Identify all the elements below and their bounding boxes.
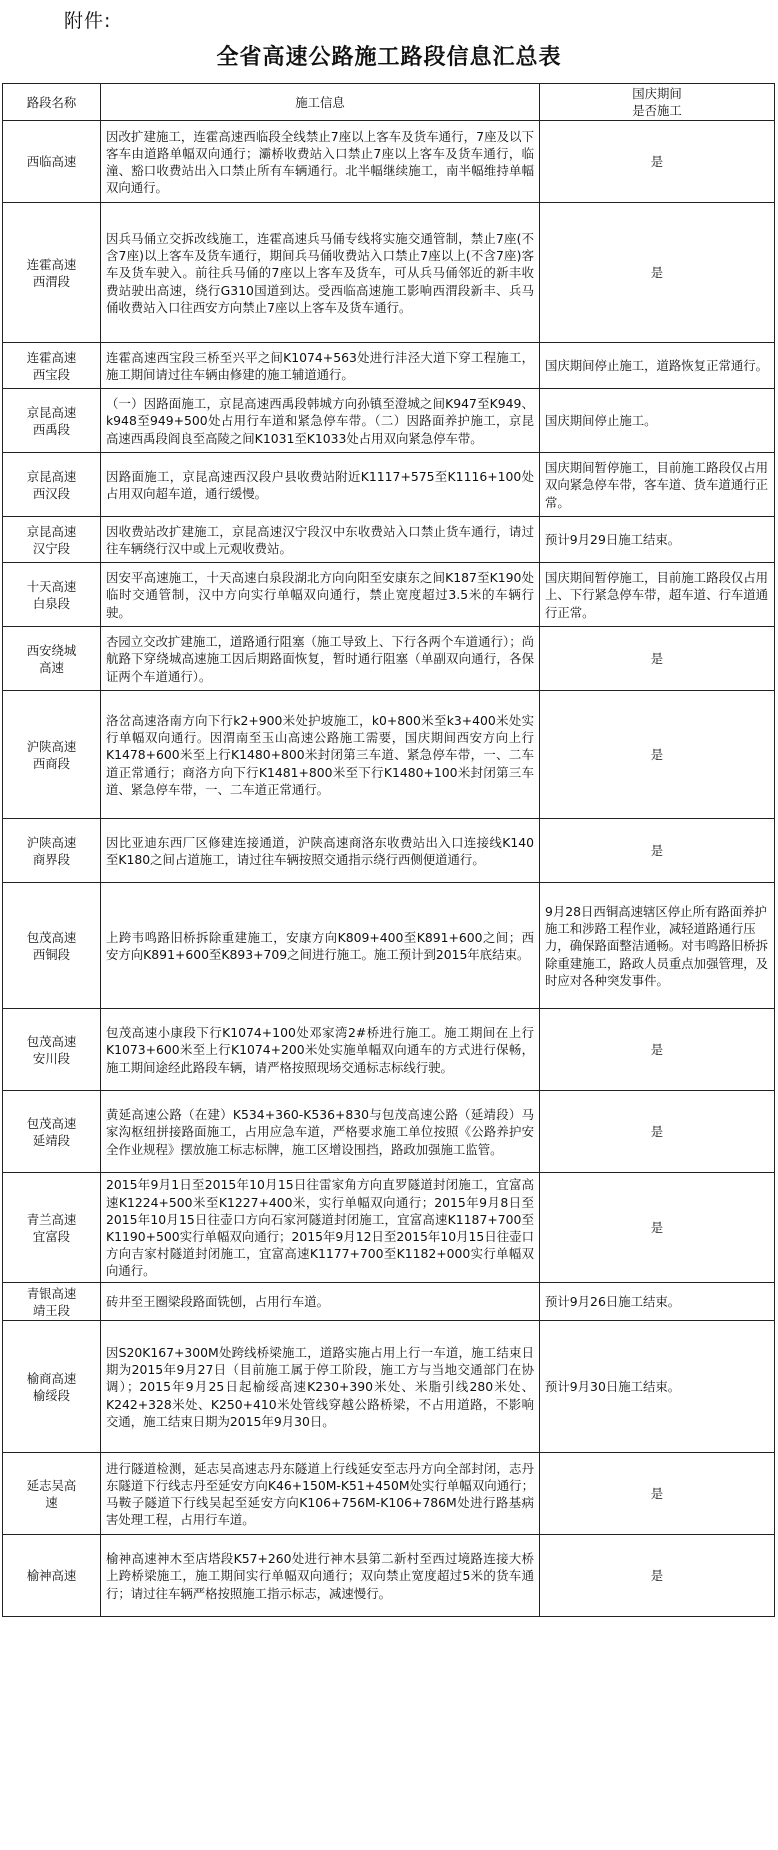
road-name-cell xyxy=(3,691,101,819)
road-name-line: 西宝段 xyxy=(32,366,71,382)
road-name-line: 京昆高速 xyxy=(26,404,77,420)
road-name-line: 靖王段 xyxy=(32,1302,71,1318)
holiday-status-cell: 是 xyxy=(540,1009,775,1091)
holiday-status-cell: 是 xyxy=(540,203,775,343)
road-name-line: 包茂高速 xyxy=(26,929,77,945)
road-name-line: 西临高速 xyxy=(26,154,77,170)
holiday-status-cell: 是 xyxy=(540,121,775,203)
table-row xyxy=(3,203,775,343)
holiday-status-cell: 国庆期间停止施工。 xyxy=(540,389,775,453)
table-row xyxy=(3,691,775,819)
construction-info-cell: 杏园立交改扩建施工，道路通行阻塞（施工导致上、下行各两个车道通行）；尚航路下穿绕城高速施工因后期路面恢复，暂时通行阻塞（单副双向通行，各保证两个车道通行）。 xyxy=(101,627,540,691)
holiday-status-cell: 国庆期间暂停施工，目前施工路段仅占用双向紧急停车带，客车道、货车道通行正常。 xyxy=(540,453,775,517)
road-name-line: 西铜段 xyxy=(32,946,71,962)
road-name-line: 宜富段 xyxy=(32,1228,71,1244)
table-row xyxy=(3,1321,775,1453)
road-name-cell xyxy=(3,203,101,343)
road-name-cell xyxy=(3,121,101,203)
holiday-status-cell: 是 xyxy=(540,1173,775,1283)
construction-info-cell: 连霍高速西宝段三桥至兴平之间K1074+563处进行沣泾大道下穿工程施工，施工期间请过往车辆由修建的施工辅道通行。 xyxy=(101,343,540,389)
road-name-line: 京昆高速 xyxy=(26,523,77,539)
road-name-line: 西商段 xyxy=(32,755,71,771)
road-name-line: 西安绕城 xyxy=(26,642,77,658)
road-name-line: 榆绥段 xyxy=(32,1387,71,1403)
construction-info-cell: 因安平高速施工，十天高速白泉段湖北方向向阳至安康东之间K187至K190处临时交通管制，汉中方向实行单幅双向通行，禁止宽度超过3.5米的车辆行驶。 xyxy=(101,563,540,627)
road-name-cell xyxy=(3,1091,101,1173)
road-name-line: 沪陕高速 xyxy=(26,834,77,850)
table-row xyxy=(3,1009,775,1091)
road-name-cell xyxy=(3,1321,101,1453)
table-row xyxy=(3,563,775,627)
road-name-line: 西禹段 xyxy=(32,421,71,437)
road-name-line: 汉宁段 xyxy=(32,540,71,556)
road-name-cell xyxy=(3,627,101,691)
road-name-cell xyxy=(3,819,101,883)
construction-info-cell: 洛岔高速洛南方向下行k2+900米处护坡施工，k0+800米至k3+400米处实行单幅双向通行。因渭南至玉山高速公路施工需要，国庆期间西安方向上行K1478+600米至上行K1480+800米封闭第三车道、紧急停车带，一、二车道正常通行；商洛方向下行K1481+800米至下行K1480+100米封闭第三车道、紧急停车带，一、二车道正常通行。 xyxy=(101,691,540,819)
road-name-line: 包茂高速 xyxy=(26,1033,77,1049)
holiday-status-cell: 预计9月30日施工结束。 xyxy=(540,1321,775,1453)
table-row xyxy=(3,1283,775,1321)
table-row xyxy=(3,389,775,453)
road-name-line: 延靖段 xyxy=(32,1132,71,1148)
road-name-cell xyxy=(3,1453,101,1535)
construction-info-cell: 黄延高速公路（在建）K534+360-K536+830与包茂高速公路（延靖段）马家沟枢纽拼接路面施工，占用应急车道，严格要求施工单位按照《公路养护安全作业规程》摆放施工标志标牌，施工区增设围挡，路政加强施工监管。 xyxy=(101,1091,540,1173)
road-name-line: 沪陕高速 xyxy=(26,738,77,754)
road-name-line: 延志吴高 xyxy=(26,1477,77,1493)
construction-info-cell: 因兵马俑立交拆改线施工，连霍高速兵马俑专线将实施交通管制，禁止7座(不含7座)以上客车及货车通行，期间兵马俑收费站入口禁止7座以上(不含7座)客车及货车驶入。前往兵马俑的7座以上客车及货车，可从兵马俑邻近的新丰收费站驶出高速，绕行G310国道到达。受西临高速施工影响西渭段新丰、兵马俑收费站入口往西安方向禁止7座以上客车及货车通行。 xyxy=(101,203,540,343)
construction-info-cell: 上跨韦鸣路旧桥拆除重建施工，安康方向K809+400至K891+600之间；西安方向K891+600至K893+709之间进行施工。施工预计到2015年底结束。 xyxy=(101,883,540,1009)
road-name-cell xyxy=(3,883,101,1009)
construction-info-cell: 进行隧道检测，延志吴高速志丹东隧道上行线延安至志丹方向全部封闭，志丹东隧道下行线志丹至延安方向K46+150M-K51+450M处实行单幅双向通行；马鞍子隧道下行线吴起至延安方向K106+756M-K106+786M处进行路基病害处理工程，占用行车道。 xyxy=(101,1453,540,1535)
road-name-cell xyxy=(3,453,101,517)
road-name-line: 十天高速 xyxy=(26,578,77,594)
road-name-line: 西汉段 xyxy=(32,485,71,501)
road-name-line: 连霍高速 xyxy=(26,256,77,272)
road-name-cell xyxy=(3,1173,101,1283)
header-construction-info: 施工信息 xyxy=(101,84,540,121)
header-holiday-status xyxy=(540,84,775,121)
header-holiday-line2: 是否施工 xyxy=(632,103,682,119)
road-name-line: 连霍高速 xyxy=(26,349,77,365)
attachment-label: 附件: xyxy=(64,10,112,32)
construction-info-cell: 因路面施工，京昆高速西汉段户县收费站附近K1117+575至K1116+100处占用双向超车道，通行缓慢。 xyxy=(101,453,540,517)
road-name-line: 速 xyxy=(45,1494,58,1510)
table-row xyxy=(3,517,775,563)
road-name-line: 商界段 xyxy=(32,851,71,867)
road-name-line: 白泉段 xyxy=(32,595,71,611)
construction-info-cell: 因改扩建施工，连霍高速西临段全线禁止7座以上客车及货车通行，7座及以下客车由道路单幅双向通行；灞桥收费站入口禁止7座以上客车及货车通行，临潼、豁口收费站出入口禁止所有车辆通行。北半幅继续施工，南半幅维持单幅双向通行。 xyxy=(101,121,540,203)
road-name-line: 青银高速 xyxy=(26,1285,77,1301)
table-header-row xyxy=(3,84,775,121)
road-name-cell xyxy=(3,1283,101,1321)
road-name-line: 青兰高速 xyxy=(26,1211,77,1227)
holiday-status-cell: 预计9月29日施工结束。 xyxy=(540,517,775,563)
holiday-status-cell: 国庆期间暂停施工，目前施工路段仅占用上、下行紧急停车带，超车道、行车道通行正常。 xyxy=(540,563,775,627)
road-name-line: 安川段 xyxy=(32,1050,71,1066)
construction-info-cell: 因比亚迪东西厂区修建连接通道，沪陕高速商洛东收费站出入口连接线K140至K180之间占道施工，请过往车辆按照交通指示绕行西侧便道通行。 xyxy=(101,819,540,883)
road-name-cell xyxy=(3,389,101,453)
road-name-cell xyxy=(3,563,101,627)
table-row xyxy=(3,121,775,203)
construction-info-cell: 榆神高速神木至店塔段K57+260处进行神木县第二新村至西过境路连接大桥上跨桥梁施工，施工期间实行单幅双向通行；双向禁止宽度超过5米的货车通行；请过往车辆严格按照施工指示标志，减速慢行。 xyxy=(101,1535,540,1617)
table-row xyxy=(3,883,775,1009)
road-name-cell xyxy=(3,1535,101,1617)
holiday-status-cell: 9月28日西铜高速辖区停止所有路面养护施工和涉路工程作业，减轻道路通行压力，确保路面整洁通畅。对韦鸣路旧桥拆除重建施工，路政人员重点加强管理，及时应对各种突发事件。 xyxy=(540,883,775,1009)
table-row xyxy=(3,453,775,517)
page-title: 全省高速公路施工路段信息汇总表 xyxy=(216,45,562,70)
holiday-status-cell: 是 xyxy=(540,627,775,691)
table-row xyxy=(3,1091,775,1173)
header-road-name: 路段名称 xyxy=(3,84,101,121)
table-row xyxy=(3,1173,775,1283)
road-name-line: 包茂高速 xyxy=(26,1115,77,1131)
header-holiday-line1: 国庆期间 xyxy=(632,86,682,101)
construction-info-cell: （一）因路面施工，京昆高速西禹段韩城方向孙镇至澄城之间K947至K949、k948至949+500处占用行车道和紧急停车带。（二）因路面养护施工，京昆高速西禹段阎良至高陵之间K1031至K1033处占用双向紧急停车带。 xyxy=(101,389,540,453)
construction-info-cell: 因S20K167+300M处跨线桥梁施工，道路实施占用上行一车道，施工结束日期为2015年9月27日（目前施工属于停工阶段，施工方与当地交通部门在协调）；2015年9月25日起榆绥高速K230+390米处、米脂引线280米处、K242+328米处、K250+410米处管线穿越公路桥梁，不占用道路，不影响交通，施工结束日期为2015年9月30日。 xyxy=(101,1321,540,1453)
construction-info-table xyxy=(2,83,775,1617)
table-row xyxy=(3,343,775,389)
table-row xyxy=(3,627,775,691)
construction-info-cell: 包茂高速小康段下行K1074+100处邓家湾2#桥进行施工。施工期间在上行K1073+600米至上行K1074+200米处实施单幅双向通车的方式进行保畅，施工期间途经此路段车辆，请严格按照现场交通标志标线行驶。 xyxy=(101,1009,540,1091)
construction-info-cell: 因收费站改扩建施工，京昆高速汉宁段汉中东收费站入口禁止货车通行，请过往车辆绕行汉中或上元观收费站。 xyxy=(101,517,540,563)
holiday-status-cell: 是 xyxy=(540,1091,775,1173)
road-name-cell xyxy=(3,343,101,389)
holiday-status-cell: 是 xyxy=(540,819,775,883)
road-name-line: 京昆高速 xyxy=(26,468,77,484)
table-row xyxy=(3,1535,775,1617)
construction-info-cell: 砖井至王圈梁段路面铣刨，占用行车道。 xyxy=(101,1283,540,1321)
road-name-line: 榆神高速 xyxy=(26,1568,77,1584)
table-row xyxy=(3,1453,775,1535)
table-row xyxy=(3,819,775,883)
road-name-line: 西渭段 xyxy=(32,273,71,289)
road-name-cell xyxy=(3,1009,101,1091)
holiday-status-cell: 是 xyxy=(540,1453,775,1535)
holiday-status-cell: 是 xyxy=(540,691,775,819)
construction-info-cell: 2015年9月1日至2015年10月15日往雷家角方向直罗隧道封闭施工，宜富高速K1224+500米至K1227+400米，实行单幅双向通行；2015年9月8日至2015年10月15日往壶口方向石家河隧道封闭施工，宜富高速K1187+700至K1190+500实行单幅双向通行；2015年9月12日至2015年10月15日往壶口方向吉家村隧道封闭施工，宜富高速K1177+700至K1182+000实行单幅双向通行。 xyxy=(101,1173,540,1283)
road-name-cell xyxy=(3,517,101,563)
holiday-status-cell: 预计9月26日施工结束。 xyxy=(540,1283,775,1321)
road-name-line: 榆商高速 xyxy=(26,1370,77,1386)
road-name-line: 高速 xyxy=(39,659,64,675)
holiday-status-cell: 国庆期间停止施工，道路恢复正常通行。 xyxy=(540,343,775,389)
holiday-status-cell: 是 xyxy=(540,1535,775,1617)
